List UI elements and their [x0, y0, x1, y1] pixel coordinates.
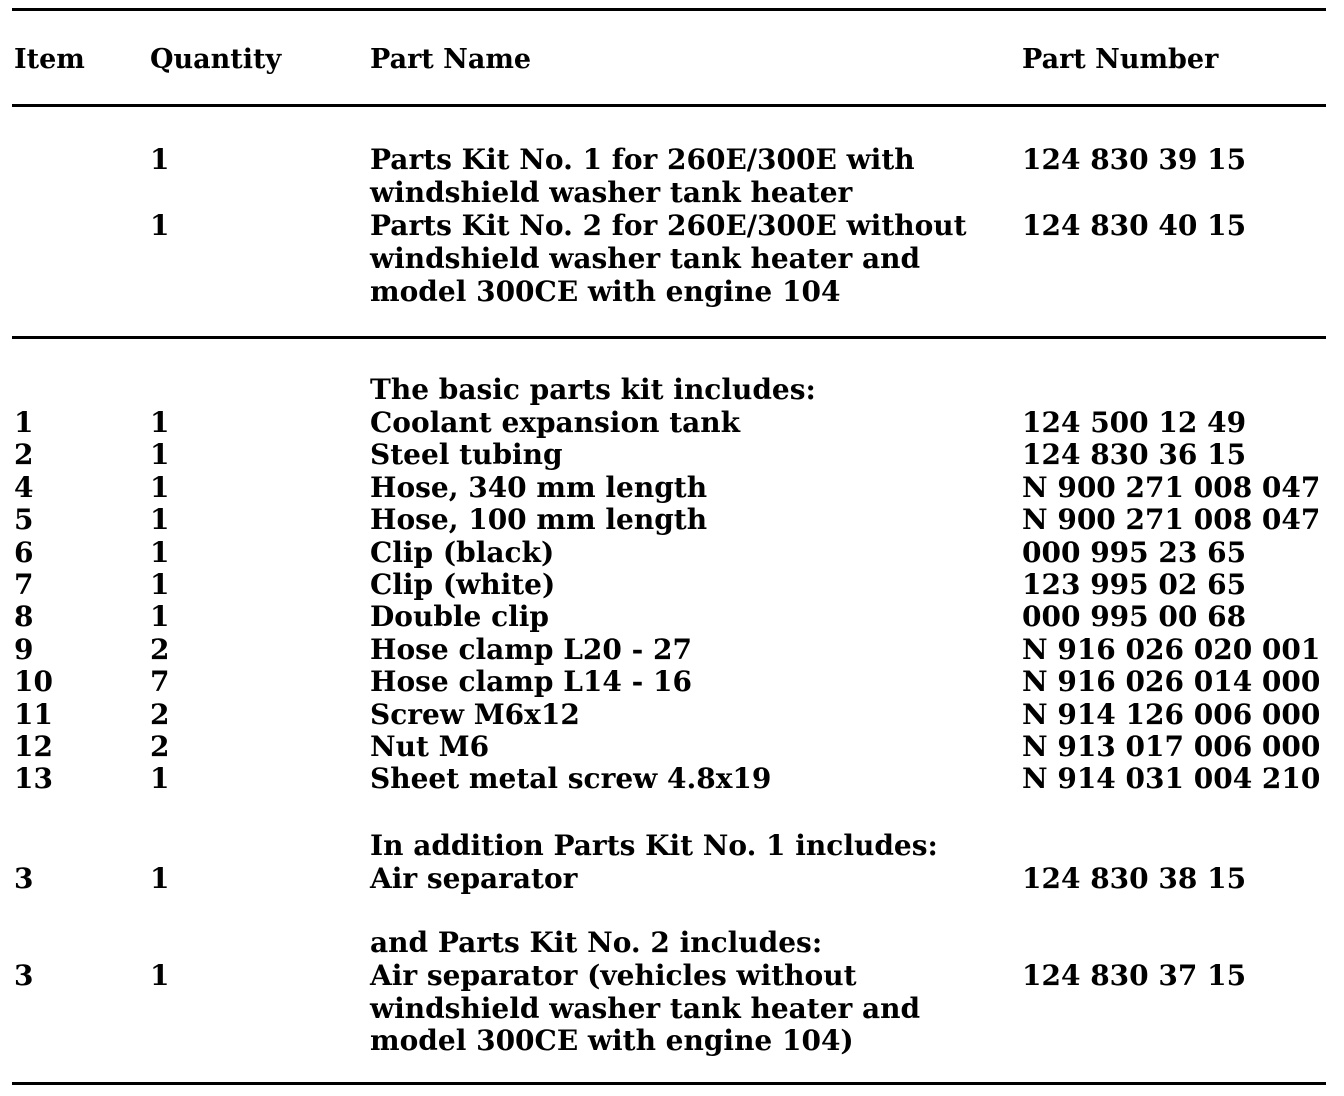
- row-item: 13: [14, 762, 53, 795]
- kit2-addition-name-line: model 300CE with engine 104): [370, 1024, 854, 1057]
- kit1-addition-part-number: 124 830 38 15: [1022, 862, 1247, 895]
- header-rule: [12, 104, 1326, 107]
- row-part-name: Screw M6x12: [370, 698, 580, 731]
- row-item: 9: [14, 633, 34, 666]
- row-part-number: N 916 026 020 001: [1022, 633, 1321, 666]
- row-quantity: 1: [150, 406, 170, 439]
- row-part-number: N 914 031 004 210: [1022, 762, 1321, 795]
- section-rule: [12, 336, 1326, 339]
- kit1-addition-heading: In addition Parts Kit No. 1 includes:: [370, 829, 938, 862]
- row-part-number: 000 995 23 65: [1022, 536, 1247, 569]
- kit1-name-line: windshield washer tank heater: [370, 176, 853, 209]
- row-part-name: Clip (black): [370, 536, 555, 569]
- row-part-name: Double clip: [370, 600, 549, 633]
- kit2-quantity: 1: [150, 209, 170, 242]
- row-part-name: Sheet metal screw 4.8x19: [370, 762, 772, 795]
- row-part-name: Steel tubing: [370, 438, 563, 471]
- row-quantity: 1: [150, 762, 170, 795]
- row-part-name: Nut M6: [370, 730, 490, 763]
- row-part-name: Clip (white): [370, 568, 556, 601]
- row-quantity: 1: [150, 471, 170, 504]
- kit1-quantity: 1: [150, 143, 170, 176]
- row-quantity: 1: [150, 600, 170, 633]
- row-quantity: 1: [150, 536, 170, 569]
- row-part-number: N 900 271 008 047: [1022, 503, 1321, 536]
- kit1-addition-name: Air separator: [370, 862, 578, 895]
- kit1-part-number: 124 830 39 15: [1022, 143, 1247, 176]
- row-quantity: 2: [150, 698, 170, 731]
- row-quantity: 1: [150, 438, 170, 471]
- kit2-addition-name-line: Air separator (vehicles without: [370, 959, 857, 992]
- row-item: 10: [14, 665, 53, 698]
- row-item: 1: [14, 406, 34, 439]
- kit2-part-number: 124 830 40 15: [1022, 209, 1247, 242]
- kit2-addition-item: 3: [14, 959, 34, 992]
- row-part-number: N 916 026 014 000: [1022, 665, 1321, 698]
- row-part-name: Hose, 340 mm length: [370, 471, 708, 504]
- row-part-name: Hose clamp L20 - 27: [370, 633, 692, 666]
- row-part-name: Hose, 100 mm length: [370, 503, 708, 536]
- header-quantity: Quantity: [150, 44, 282, 75]
- row-part-number: N 900 271 008 047: [1022, 471, 1321, 504]
- row-quantity: 1: [150, 503, 170, 536]
- row-part-number: 124 830 36 15: [1022, 438, 1247, 471]
- row-item: 12: [14, 730, 53, 763]
- kit2-name-line: Parts Kit No. 2 for 260E/300E without: [370, 209, 967, 242]
- row-part-number: 123 995 02 65: [1022, 568, 1247, 601]
- kit2-addition-quantity: 1: [150, 959, 170, 992]
- kit2-addition-part-number: 124 830 37 15: [1022, 959, 1247, 992]
- row-quantity: 7: [150, 665, 170, 698]
- row-quantity: 2: [150, 633, 170, 666]
- kit1-addition-item: 3: [14, 862, 34, 895]
- header-part-number: Part Number: [1022, 44, 1219, 75]
- row-item: 2: [14, 438, 34, 471]
- header-part-name: Part Name: [370, 44, 532, 75]
- row-part-number: 124 500 12 49: [1022, 406, 1247, 439]
- row-item: 7: [14, 568, 34, 601]
- row-quantity: 2: [150, 730, 170, 763]
- row-item: 11: [14, 698, 53, 731]
- kit1-name-line: Parts Kit No. 1 for 260E/300E with: [370, 143, 915, 176]
- row-part-number: N 913 017 006 000: [1022, 730, 1321, 763]
- row-item: 8: [14, 600, 34, 633]
- row-part-name: Coolant expansion tank: [370, 406, 741, 439]
- kit2-addition-heading: and Parts Kit No. 2 includes:: [370, 926, 823, 959]
- row-quantity: 1: [150, 568, 170, 601]
- kit1-addition-quantity: 1: [150, 862, 170, 895]
- top-rule: [12, 8, 1326, 11]
- row-item: 6: [14, 536, 34, 569]
- row-part-number: N 914 126 006 000: [1022, 698, 1321, 731]
- bottom-rule: [12, 1082, 1326, 1085]
- header-item: Item: [14, 44, 85, 75]
- basic-kit-heading: The basic parts kit includes:: [370, 373, 816, 406]
- kit2-name-line: windshield washer tank heater and: [370, 242, 921, 275]
- kit2-addition-name-line: windshield washer tank heater and: [370, 992, 921, 1025]
- row-item: 5: [14, 503, 34, 536]
- row-part-number: 000 995 00 68: [1022, 600, 1247, 633]
- kit2-name-line: model 300CE with engine 104: [370, 275, 841, 308]
- row-part-name: Hose clamp L14 - 16: [370, 665, 692, 698]
- row-item: 4: [14, 471, 34, 504]
